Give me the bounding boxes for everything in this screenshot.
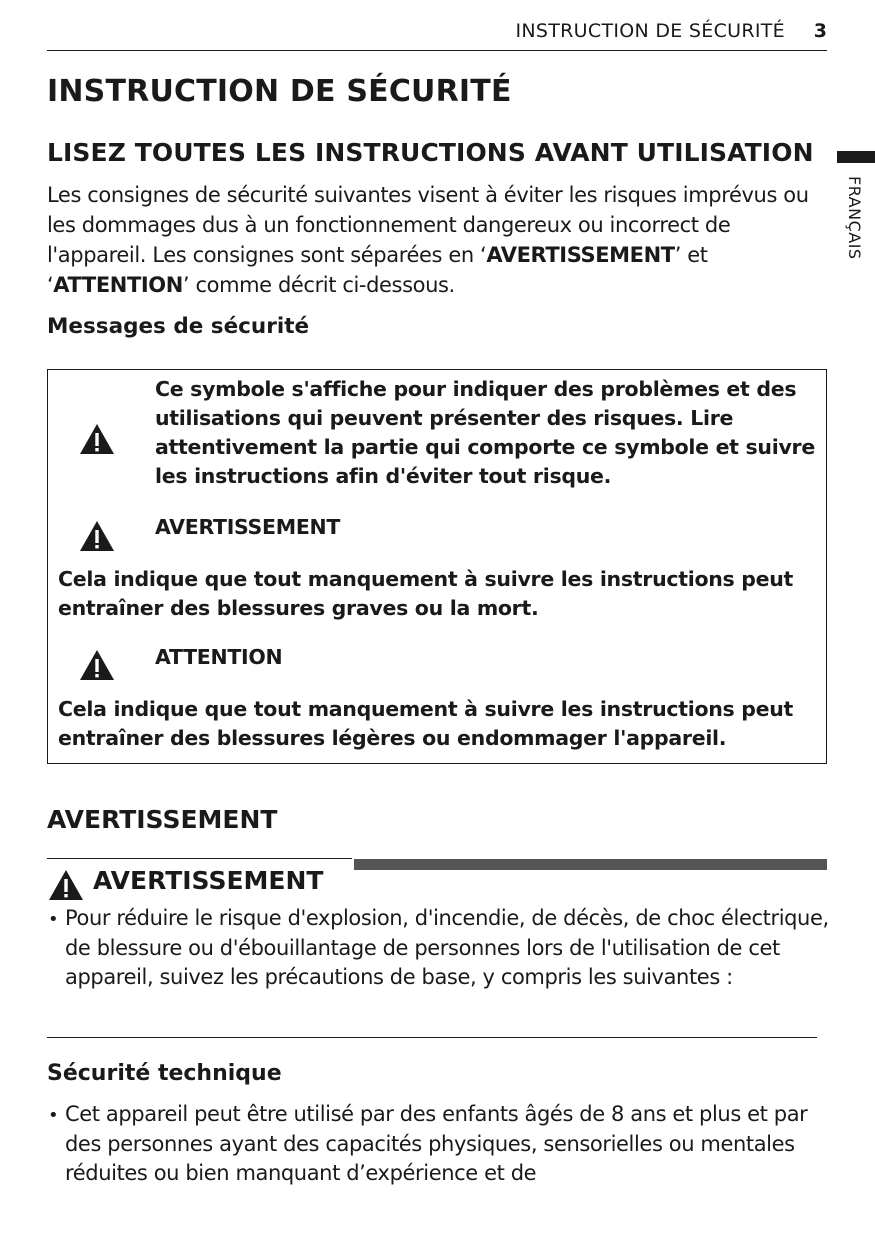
warning-rule-thick xyxy=(354,859,827,870)
page-number: 3 xyxy=(813,20,827,42)
technical-safety-heading: Sécurité technique xyxy=(47,1061,282,1086)
header-title: INSTRUCTION DE SÉCURITÉ xyxy=(515,20,785,42)
intro-text-2: ’ et ‘ xyxy=(47,243,708,297)
warning-box-label: AVERTISSEMENT xyxy=(93,866,324,895)
intro-text-1: Les consignes de sécurité suivantes visent à éviter les risques imprévus ou les dommages dus à un fonctionnement dangereux ou incorrect de l'appareil. Les consignes sont séparées en ‘ xyxy=(47,183,809,267)
warning-section-heading: AVERTISSEMENT xyxy=(47,805,278,834)
safety-messages-heading: Messages de sécurité xyxy=(47,314,310,339)
caution-label: ATTENTION xyxy=(155,645,283,669)
caution-triangle-icon xyxy=(79,649,115,681)
warning-triangle-icon xyxy=(79,423,115,455)
intro-warning-term: AVERTISSEMENT xyxy=(486,243,675,267)
bullet-marker: • xyxy=(48,1105,59,1126)
symbol-description: Ce symbole s'affiche pour indiquer des problèmes et des utilisations qui peuvent présenter des risques. Lire attentivement la partie qui comporte ce symbole et suivre les instructions afin d'éviter tout risque. xyxy=(155,377,815,488)
bullet-marker: • xyxy=(48,909,59,930)
intro-caution-term: ATTENTION xyxy=(53,273,183,297)
warning-bullet-text: Pour réduire le risque d'explosion, d'incendie, de décès, de choc électrique, de blessure ou d'ébouillantage de personnes lors de l'utilisation de cet appareil, suivez les précautions de base, y compris les suivantes : xyxy=(65,906,829,989)
warning-section-bottom-rule xyxy=(47,1037,817,1038)
warning-description: Cela indique que tout manquement à suivre les instructions peut entraîner des blessures graves ou la mort. xyxy=(58,567,794,620)
intro-text-3: ’ comme décrit ci-dessous. xyxy=(182,273,455,297)
page-header xyxy=(47,18,827,51)
read-all-heading: LISEZ TOUTES LES INSTRUCTIONS AVANT UTILISATION xyxy=(47,138,814,167)
warning-label: AVERTISSEMENT xyxy=(155,515,341,539)
warning-rule-thin xyxy=(47,858,352,859)
language-tab-marker xyxy=(837,151,875,163)
page-title: INSTRUCTION DE SÉCURITÉ xyxy=(47,74,512,109)
caution-description: Cela indique que tout manquement à suivre les instructions peut entraîner des blessures légères ou endommager l'appareil. xyxy=(58,697,794,750)
warning-triangle-icon xyxy=(47,869,85,901)
safety-messages-box xyxy=(47,369,827,764)
language-tab-label: FRANÇAIS xyxy=(845,176,864,260)
warning-triangle-icon xyxy=(79,520,115,552)
technical-safety-bullet-text: Cet appareil peut être utilisé par des enfants âgés de 8 ans et plus et par des personnes ayant des capacités physiques, sensorielles ou mentales réduites ou bien manquant d’expérience et de xyxy=(65,1102,808,1185)
intro-paragraph xyxy=(47,180,832,300)
